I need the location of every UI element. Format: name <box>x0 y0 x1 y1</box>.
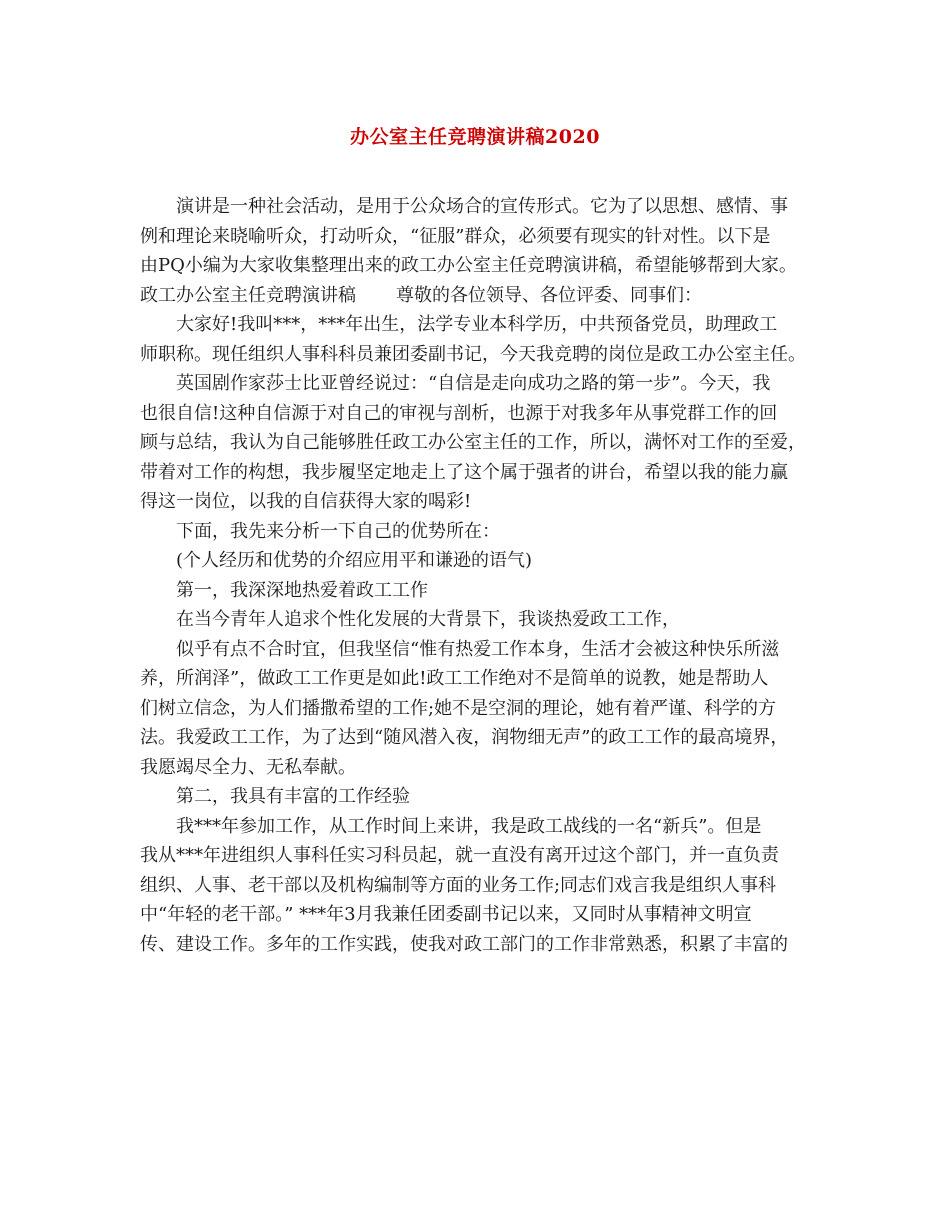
paragraph-line: 养，所润泽”，做政工工作更是如此!政工工作绝对不是简单的说教，她是帮助人 <box>140 668 769 689</box>
paragraph-line: 由PQ小编为大家收集整理出来的政工办公室主任竞聘演讲稿，希望能够帮到大家。 <box>140 255 797 276</box>
paragraph-line: 似乎有点不合时宜，但我坚信“惟有热爱工作本身，生活才会被这种快乐所滋 <box>176 638 780 660</box>
heading-line <box>140 281 826 311</box>
paragraph-line: 师职称。现任组织人事科科员兼团委副书记，今天我竞聘的岗位是政工办公室主任。 <box>140 343 806 365</box>
paragraph-line: 例和理论来晓喻听众，打动听众，“征服”群众，必须要有现实的针对性。以下是 <box>140 225 771 247</box>
paragraph-line: 中“年轻的老干部。” ***年3月我兼任团委副书记以来，又同时从事精神文明宣 <box>140 904 752 925</box>
paragraph-line: 也很自信!这种自信源于对自己的审视与剖析，也源于对我多年从事党群工作的回 <box>140 402 778 424</box>
subheading-line: 第二，我具有丰富的工作经验 <box>176 786 410 807</box>
paragraph-line: 我愿竭尽全力、无私奉献。 <box>140 756 356 778</box>
document-title: 办公室主任竞聘演讲稿2020 <box>350 126 600 148</box>
paragraph-line: 组织、人事、老干部以及机构编制等方面的业务工作;同志们戏言我是组织人事科 <box>140 874 777 896</box>
section-heading: 政工办公室主任竞聘演讲稿 <box>140 284 356 306</box>
paragraph-line: 我从***年进组织人事科任实习科员起，就一直没有离开过这个部门，并一直负责 <box>140 845 779 866</box>
paragraph-line: 顾与总结，我认为自己能够胜任政工办公室主任的工作，所以，满怀对工作的至爱， <box>140 432 806 453</box>
salutation: 尊敬的各位领导、各位评委、同事们： <box>396 284 702 306</box>
paragraph-line: (个人经历和优势的介绍应用平和谦逊的语气) <box>176 550 533 571</box>
paragraph-line: 英国剧作家莎士比亚曾经说过：“自信是走向成功之路的第一步”。今天，我 <box>176 373 771 394</box>
paragraph-line: 们树立信念，为人们播撒希望的工作;她不是空洞的理论，她有着严谨、科学的方 <box>140 697 777 719</box>
paragraph-line: 下面，我先来分析一下自己的优势所在： <box>176 520 500 542</box>
document-body <box>140 192 826 959</box>
paragraph-line: 得这一岗位，以我的自信获得大家的喝彩! <box>140 491 472 512</box>
paragraph-line: 法。我爱政工工作，为了达到“随风潜入夜，润物细无声”的政工工作的最高境界， <box>140 727 789 748</box>
paragraph-line: 传、建设工作。多年的工作实践，使我对政工部门的工作非常熟悉，积累了丰富的 <box>140 933 788 955</box>
subheading-line: 第一，我深深地热爱着政工工作 <box>176 579 428 601</box>
paragraph-line: 在当今青年人追求个性化发展的大背景下，我谈热爱政工工作， <box>176 609 680 630</box>
paragraph-line: 我***年参加工作，从工作时间上来讲，我是政工战线的一名“新兵”。但是 <box>176 815 762 837</box>
paragraph-line: 带着对工作的构想，我步履坚定地走上了这个属于强者的讲台，希望以我的能力赢 <box>140 461 788 483</box>
paragraph-line: 大家好!我叫***，***年出生，法学专业本科学历，中共预备党员，助理政工 <box>176 314 778 335</box>
paragraph-line: 演讲是一种社会活动，是用于公众场合的宣传形式。它为了以思想、感情、事 <box>176 196 788 217</box>
